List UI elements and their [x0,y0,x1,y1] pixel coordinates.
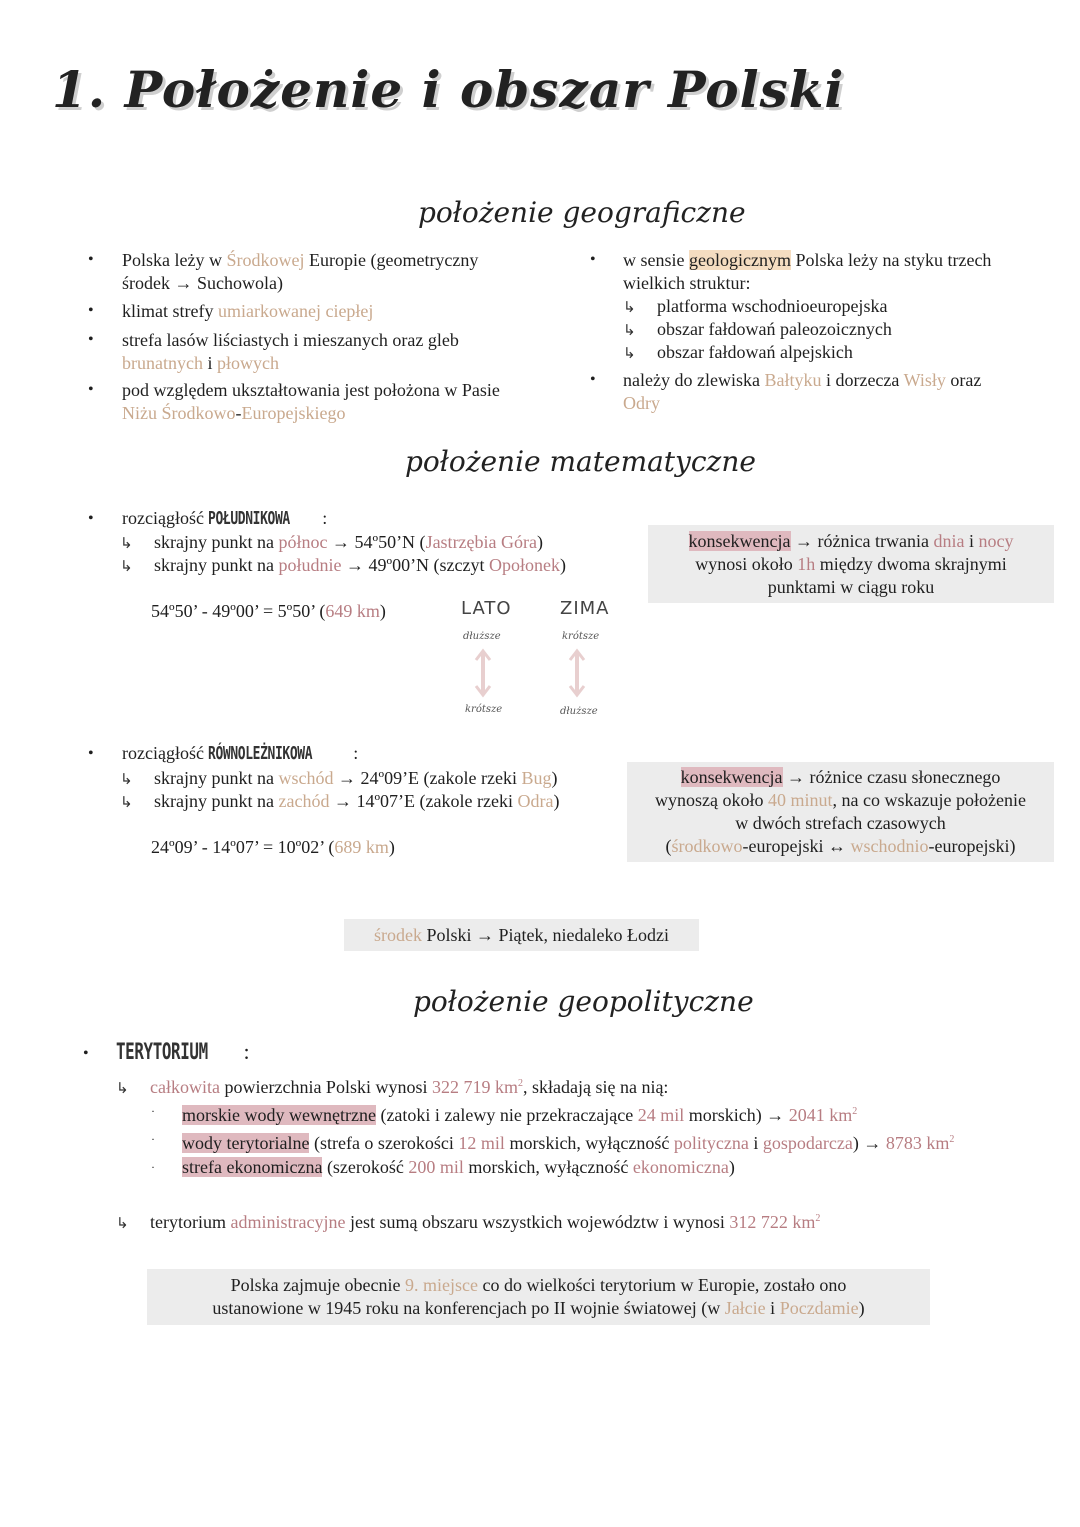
bullet: • [88,331,94,348]
total-area: ↳ całkowita powierzchnia Polski wynosi 322 719 $km^2$, składają się na nią: [116,1077,669,1097]
bullet: • [88,251,94,268]
administrative-territory: ↳ terytorium administracyjne jest sumą obszaru wszystkich województw i wynosi 312 722 $km^2$ [116,1212,821,1232]
bullet: • [88,302,94,319]
winter-day-shorter: krótsze [562,631,600,642]
latitudinal-calculation: 54º50’ - 49º00’ = 5º50’ (649 km) [151,601,386,621]
section-heading-mathematical: położenie matematyczne [405,445,756,478]
economic-zone: strefa ekonomiczna (szerokość 200 mil morskich, wyłączność ekonomiczna) [182,1157,735,1177]
geo-item-2: klimat strefy umiarkowanej ciepłej [122,301,374,321]
internal-waters: morskie wody wewnętrzne (zatoki i zalewy nie przekraczające 24 mil morskich) → 2041 $km^2$ [182,1105,858,1125]
consequence-box-day-night: konsekwencja → różnica trwania dnia i nocy wynosi około 1h między dwoma skrajnymi punktami w ciągu roku [648,525,1054,603]
summer-day-longer: dłuższe [463,631,501,642]
territorial-waters: wody terytorialne (strefa o szerokości 12 mil morskich, wyłączność polityczna i gospodarcza) → 8783 $km^2$ [182,1133,955,1153]
geo-item-4: pod względem ukształtowania jest położona w Pasie Niżu Środkowo-Europejskiego [122,380,500,423]
north-point: ↳ skrajny punkt na północ → 54º50’N (Jastrzębia Góra) [120,532,544,552]
bullet: • [590,371,596,388]
summer-night-shorter: krótsze [465,704,503,715]
center-of-poland-note: środek Polski → Piątek, niedaleko Łodzi [344,919,699,951]
dot-marker: · [151,1132,155,1146]
summary-box: Polska zajmuje obecnie 9. miejsce co do wielkości terytorium w Europie, zostało ono ustanowione w 1945 roku na konferencjach po II wojnie światowej (w Jałcie i Poczdamie) [147,1269,930,1325]
dot-marker: · [151,1104,155,1118]
season-summer-label: LATO [461,598,512,619]
longitudinal-calculation: 24º09’ - 14º07’ = 10º02’ (689 km) [151,837,395,857]
winter-double-arrow-icon [567,648,587,698]
summer-double-arrow-icon [473,648,493,698]
geo-item-1: Polska leży w Środkowej Europie (geometryczny środek → Suchowola) [122,250,479,293]
west-point: ↳ skrajny punkt na zachód → 14º07’E (zakole rzeki Odra) [120,791,560,811]
winter-night-longer: dłuższe [560,706,598,717]
bullet: • [88,381,94,398]
geo-item-3: strefa lasów liściastych i mieszanych oraz gleb brunatnych i płowych [122,330,459,373]
latitudinal-extent-label: rozciągłość POŁUDNIKOWA : [122,508,328,529]
geo-structure-2: ↳ obszar fałdowań paleozoicznych [623,319,892,339]
east-point: ↳ skrajny punkt na wschód → 24º09’E (zakole rzeki Bug) [120,768,558,788]
dot-marker: · [151,1160,155,1174]
geo-item-basin: należy do zlewiska Bałtyku i dorzecza Wisły oraz Odry [623,370,982,413]
bullet: • [88,510,94,527]
section-heading-geographic: położenie geograficzne [418,196,746,229]
longitudinal-extent-label: rozciągłość RÓWNOLEŻNIKOWA : [122,743,359,764]
south-point: ↳ skrajny punkt na południe → 49º00’N (szczyt Opołonek) [120,555,567,575]
geo-structure-3: ↳ obszar fałdowań alpejskich [623,342,853,362]
bullet: • [83,1045,89,1062]
consequence-box-solar-time: konsekwencja → różnice czasu słonecznego wynoszą około 40 minut, na co wskazuje położenie w dwóch strefach czasowych (środkowo-europejski ↔ wschodnio-europejski) [627,762,1054,862]
section-heading-geopolitical: położenie geopolityczne [413,985,754,1018]
page-title: 1. Położenie i obszar Polski [52,60,845,119]
bullet: • [590,251,596,268]
geo-item-geology: w sensie geologicznym Polska leży na styku trzech wielkich struktur: [623,250,992,293]
bullet: • [88,745,94,762]
territory-label: TERYTORIUM : [116,1039,250,1065]
season-winter-label: ZIMA [560,598,610,619]
geo-structure-1: ↳ platforma wschodnioeuropejska [623,296,888,316]
